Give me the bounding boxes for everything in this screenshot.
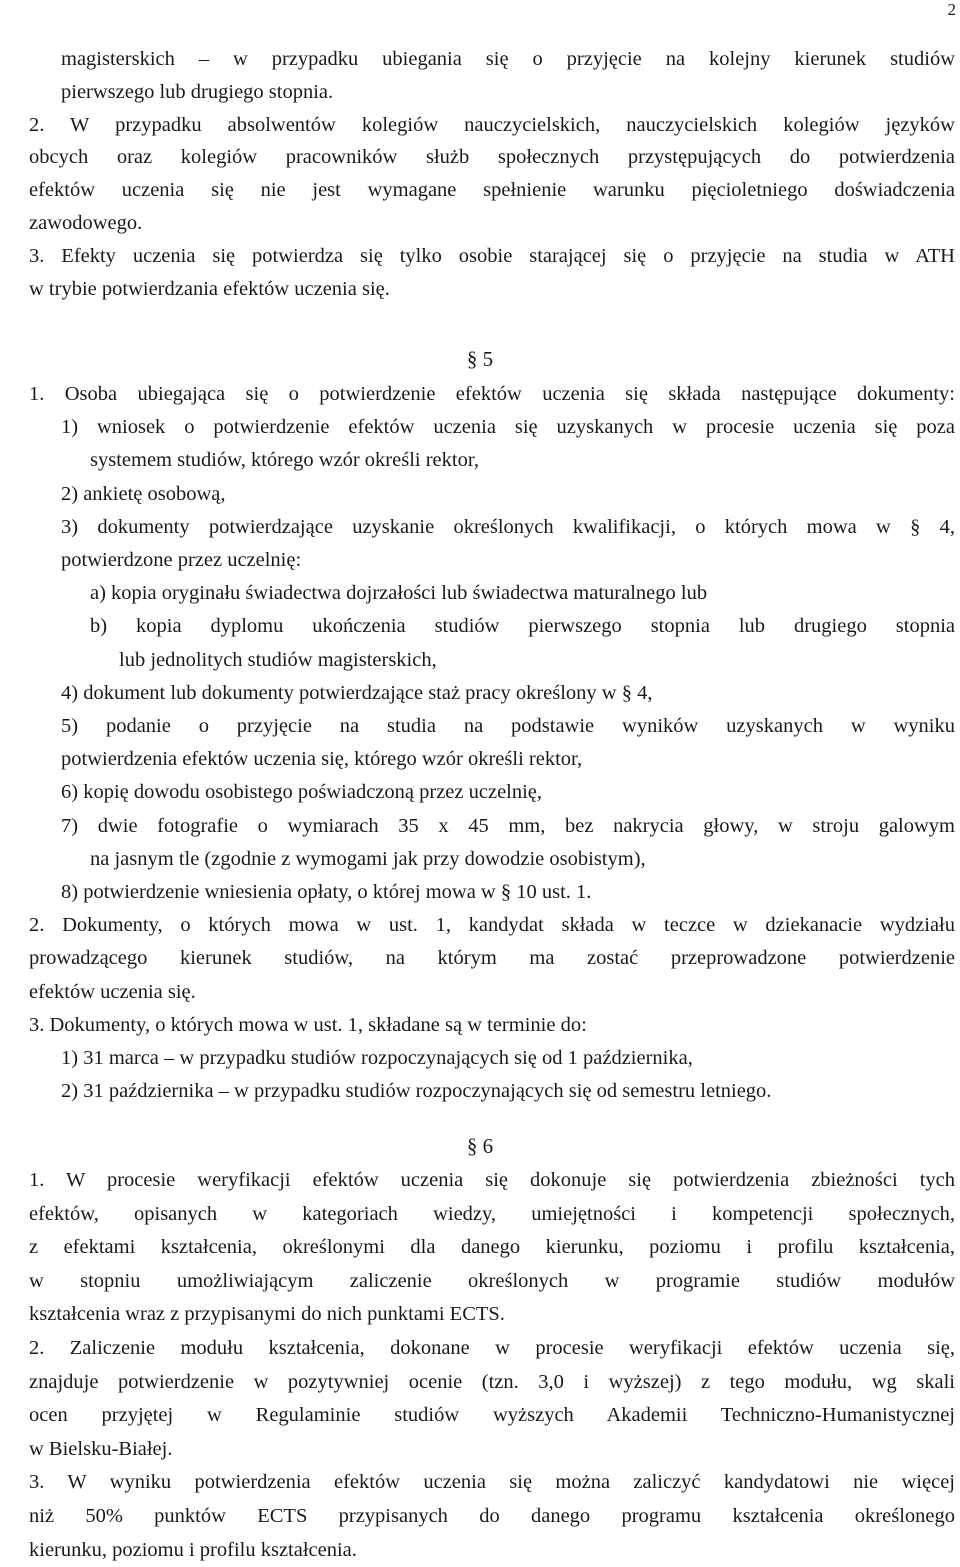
- section-5-title: § 5: [466, 347, 494, 371]
- text-line: 2. Zaliczenie modułu kształcenia, dokonane w procesie weryfikacji efektów uczenia się,: [29, 1336, 955, 1359]
- text-line: systemem studiów, którego wzór określi rektor,: [90, 449, 479, 472]
- section-5-body: [29, 378, 955, 1108]
- text-line: potwierdzenia efektów uczenia się, którego wzór określi rektor,: [61, 748, 583, 771]
- text-line: 1) wniosek o potwierdzenie efektów uczenia się uzyskanych w procesie uczenia się poza: [61, 416, 955, 439]
- text-line: znajduje potwierdzenie w pozytywniej ocenie (tzn. 3,0 i wyższej) z tego modułu, wg skali: [29, 1370, 955, 1393]
- text-line: pierwszego lub drugiego stopnia.: [61, 80, 334, 103]
- text-line: ocen przyjętej w Regulaminie studiów wyższych Akademii Techniczno-Humanistycznej: [29, 1404, 955, 1427]
- text-line: w Bielsku-Białej.: [29, 1437, 173, 1460]
- text-line: prowadzącego kierunek studiów, na którym ma zostać przeprowadzone potwierdzenie: [29, 947, 955, 970]
- text-line: zawodowego.: [29, 211, 143, 234]
- text-line: magisterskich – w przypadku ubiegania się o przyjęcie na kolejny kierunek studiów: [61, 48, 955, 70]
- text-line: obcych oraz kolegiów pracowników służb społecznych przystępujących do potwierdzenia: [29, 146, 955, 169]
- text-line: 2. W przypadku absolwentów kolegiów nauczycielskich, nauczycielskich kolegiów języków: [29, 113, 955, 136]
- text-line: 2) 31 października – w przypadku studiów rozpoczynających się od semestru letniego.: [61, 1080, 772, 1103]
- text-line: a) kopia oryginału świadectwa dojrzałości lub świadectwa maturalnego lub: [90, 582, 708, 605]
- text-line: kształcenia wraz z przypisanymi do nich punktami ECTS.: [29, 1303, 505, 1326]
- text-line: 2) ankietę osobową,: [61, 482, 226, 505]
- text-line: w trybie potwierdzania efektów uczenia się.: [29, 277, 390, 300]
- text-line: 2. Dokumenty, o których mowa w ust. 1, kandydat składa w teczce w dziekanacie wydziału: [29, 914, 955, 937]
- text-line: 3. Dokumenty, o których mowa w ust. 1, składane są w terminie do:: [29, 1013, 587, 1036]
- text-line: efektów, opisanych w kategoriach wiedzy, umiejętności i kompetencji społecznych,: [29, 1202, 955, 1225]
- text-line: efektów uczenia się nie jest wymagane spełnienie warunku pięcioletniego doświadczenia: [29, 179, 955, 202]
- text-line: 1. Osoba ubiegająca się o potwierdzenie efektów uczenia się składa następujące dokumenty:: [29, 383, 955, 405]
- page-number: 2: [947, 0, 956, 19]
- text-line: efektów uczenia się.: [29, 980, 196, 1003]
- text-line: 8) potwierdzenie wniesienia opłaty, o której mowa w § 10 ust. 1.: [61, 881, 592, 904]
- text-line: z efektami kształcenia, określonymi dla danego kierunku, poziomu i profilu kształcenia,: [29, 1236, 955, 1259]
- section-6-title: § 6: [466, 1134, 494, 1158]
- text-line: 5) podanie o przyjęcie na studia na podstawie wyników uzyskanych w wyniku: [61, 715, 955, 738]
- text-line: potwierdzone przez uczelnię:: [61, 549, 302, 572]
- text-line: niż 50% punktów ECTS przypisanych do danego programu kształcenia określonego: [29, 1504, 955, 1527]
- text-line: w stopniu umożliwiającym zaliczenie określonych w programie studiów modułów: [29, 1269, 955, 1292]
- text-line: 3) dokumenty potwierdzające uzyskanie określonych kwalifikacji, o których mowa w § 4,: [61, 515, 955, 538]
- text-line: 1. W procesie weryfikacji efektów uczenia się dokonuje się potwierdzenia zbieżności tych: [29, 1169, 955, 1191]
- text-line: 7) dwie fotografie o wymiarach 35 x 45 mm, bez nakrycia głowy, w stroju galowym: [61, 814, 955, 837]
- text-line: 3. W wyniku potwierdzenia efektów uczenia się można zaliczyć kandydatowi nie więcej: [29, 1471, 955, 1494]
- text-line: na jasnym tle (zgodnie z wymogami jak przy dowodzie osobistym),: [90, 847, 646, 870]
- text-line: kierunku, poziomu i profilu kształcenia.: [29, 1538, 357, 1561]
- text-line: 1) 31 marca – w przypadku studiów rozpoczynających się od 1 października,: [61, 1047, 693, 1070]
- text-line: 6) kopię dowodu osobistego poświadczoną przez uczelnię,: [61, 781, 543, 804]
- text-line: 3. Efekty uczenia się potwierdza się tylko osobie starającej się o przyjęcie na studia w ATH: [29, 244, 955, 267]
- text-line: b) kopia dyplomu ukończenia studiów pierwszego stopnia lub drugiego stopnia: [90, 615, 955, 638]
- text-line: lub jednolitych studiów magisterskich,: [119, 648, 437, 671]
- continuation-paragraphs: [29, 43, 955, 305]
- text-line: 4) dokument lub dokumenty potwierdzające staż pracy określony w § 4,: [61, 681, 653, 704]
- section-6-body: [29, 1164, 955, 1567]
